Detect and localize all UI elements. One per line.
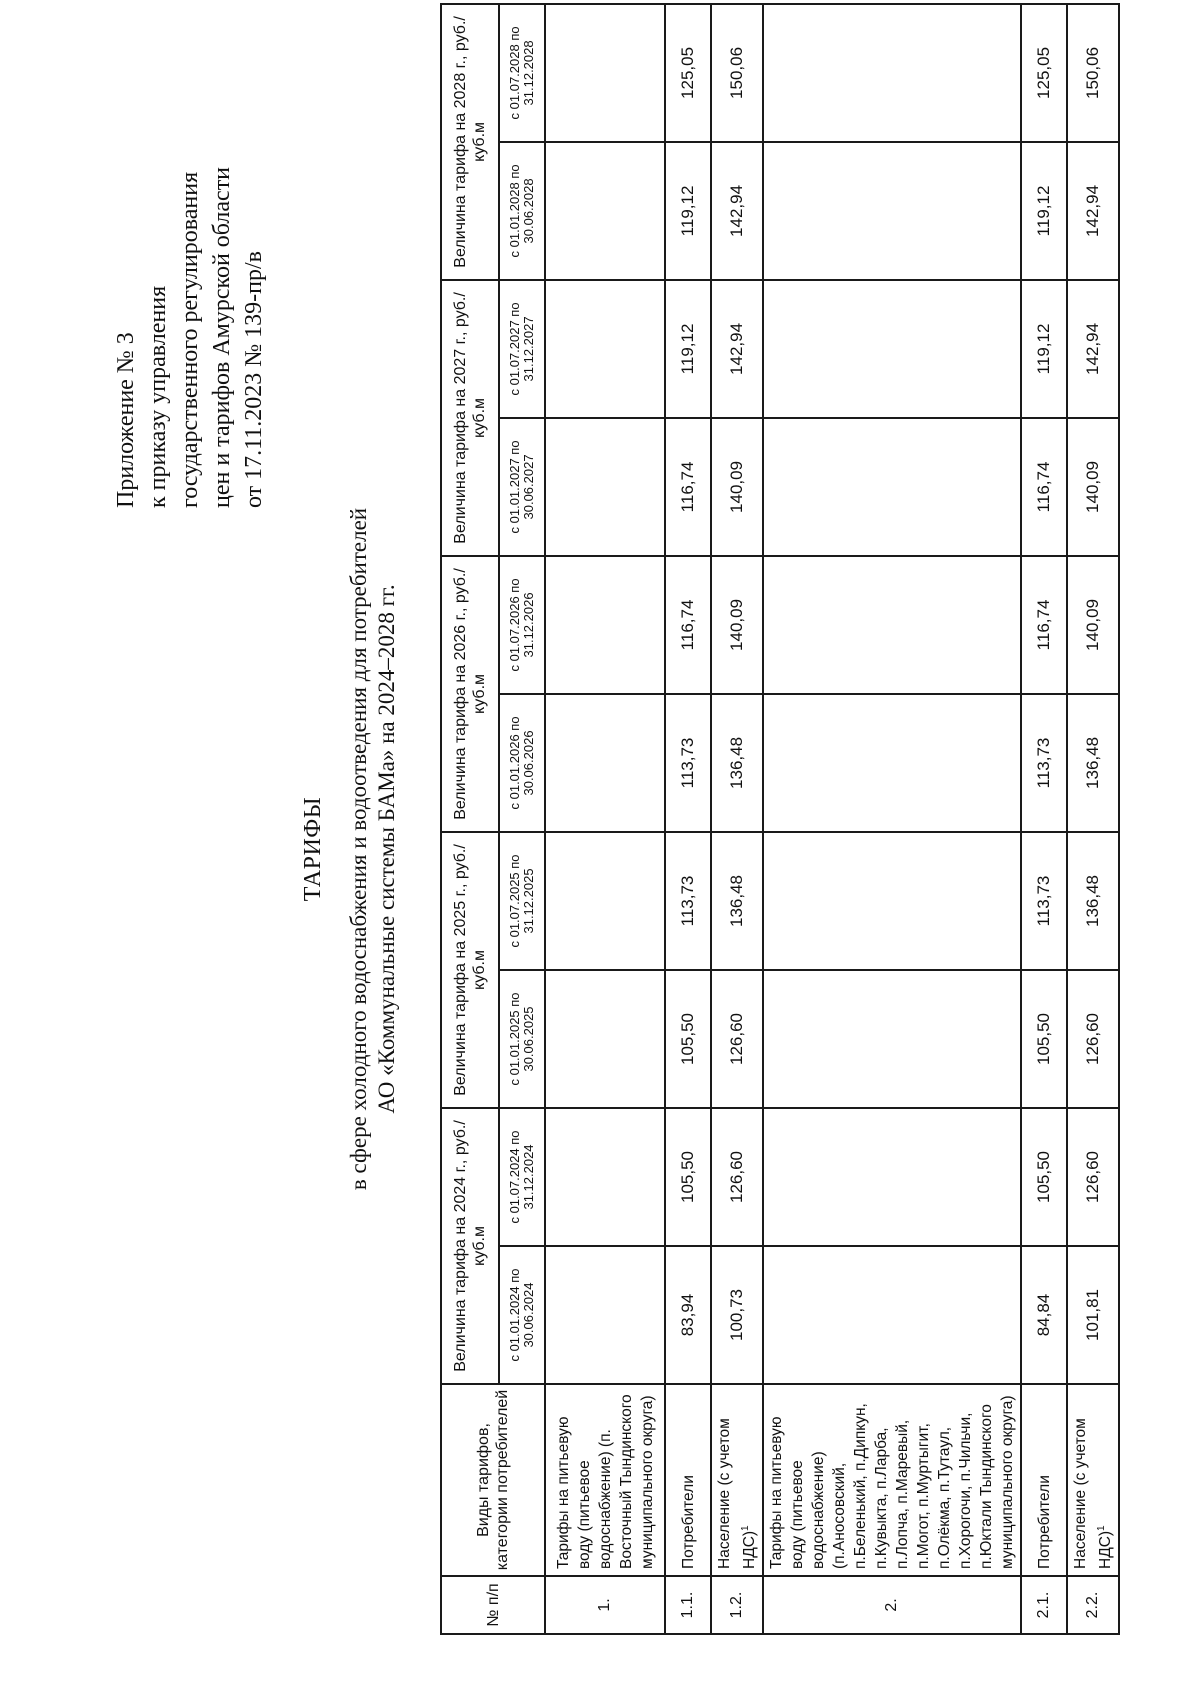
- col-type-header: Виды тарифов, категории потребителей: [441, 1384, 545, 1576]
- row-type-text: Тарифы на питьевую воду (питьевое водоснабжение) (п.Аносовский, п.Беленький, п.Дипкун, п.Кувыкта, п.Ларба, п.Лопча, п.Маревый, п.Могот, п.Муртыгит, п.Олёкма, п.Тутаул, п.Хорогочи, п.Чильчи, п.Юктали Тындинского муниципального округа): [768, 1395, 1017, 1569]
- tariff-value: 83,94: [665, 1246, 711, 1384]
- tariff-value: 84,84: [1021, 1246, 1067, 1384]
- row-type: [711, 1384, 763, 1576]
- tariff-value: 140,09: [711, 556, 763, 694]
- period-header: с 01.07.2027 по 31.12.2027: [499, 280, 545, 418]
- tariff-value: 140,09: [1067, 418, 1119, 556]
- footnote-marker: 1: [740, 1525, 751, 1531]
- tariff-value: 113,73: [1021, 832, 1067, 970]
- tariff-value: 126,60: [1067, 970, 1119, 1108]
- tariff-value: [545, 832, 665, 970]
- appendix-line: Приложение № 3: [113, 332, 139, 508]
- tariff-value: [763, 1108, 1021, 1246]
- row-type: [1021, 1384, 1067, 1576]
- appendix-block: [110, 38, 270, 508]
- document-subtitle: АО «Коммунальные системы БАМа» на 2024–2028 гг.: [374, 584, 399, 1114]
- row-number: 1.: [545, 1576, 665, 1634]
- tariff-value: 119,12: [1021, 280, 1067, 418]
- tariff-value: [763, 832, 1021, 970]
- row-number: 2.1.: [1021, 1576, 1067, 1634]
- tariff-value: [763, 970, 1021, 1108]
- tariff-value: [545, 4, 665, 142]
- tariff-value: [763, 1246, 1021, 1384]
- tariff-value: [545, 556, 665, 694]
- tariff-value: 142,94: [711, 142, 763, 280]
- tariff-value: 116,74: [665, 556, 711, 694]
- period-header: с 01.07.2026 по 31.12.2026: [499, 556, 545, 694]
- period-header: с 01.01.2028 по 30.06.2028: [499, 142, 545, 280]
- row-type: [763, 1384, 1021, 1576]
- tariff-value: 116,74: [1021, 556, 1067, 694]
- tariff-value: 140,09: [711, 418, 763, 556]
- tariff-value: [545, 694, 665, 832]
- tariff-value: 105,50: [665, 970, 711, 1108]
- table-header-row: [441, 4, 499, 1634]
- document-title: ТАРИФЫ: [300, 796, 326, 902]
- tariff-value: 142,94: [711, 280, 763, 418]
- row-number: 2.: [763, 1576, 1021, 1634]
- tariff-value: 116,74: [1021, 418, 1067, 556]
- table-row: [1067, 4, 1119, 1634]
- row-type-text: Потребители: [679, 1475, 697, 1569]
- footnote-marker: 1: [1096, 1525, 1108, 1531]
- period-header: с 01.01.2024 по 30.06.2024: [499, 1246, 545, 1384]
- tariff-value: 113,73: [1021, 694, 1067, 832]
- tariff-value: 136,48: [1067, 832, 1119, 970]
- tariff-value: [763, 142, 1021, 280]
- year-header: Величина тарифа на 2026 г., руб./куб.м: [441, 556, 499, 832]
- row-type-text: Население (с учетом НДС): [716, 1418, 759, 1569]
- tariff-value: [763, 4, 1021, 142]
- tariff-value: 140,09: [1067, 556, 1119, 694]
- tariff-value: 142,94: [1067, 142, 1119, 280]
- tariff-value: 126,60: [1067, 1108, 1119, 1246]
- row-number: 1.1.: [665, 1576, 711, 1634]
- table-body: [545, 4, 1119, 1634]
- tariff-value: 136,48: [711, 694, 763, 832]
- tariff-value: 126,60: [711, 970, 763, 1108]
- tariff-value: [763, 694, 1021, 832]
- tariff-value: 119,12: [1021, 142, 1067, 280]
- title-block: [300, 0, 401, 1698]
- table-row: [711, 4, 763, 1634]
- row-type-text: Потребители: [1035, 1475, 1053, 1569]
- period-header: с 01.07.2024 по 31.12.2024: [499, 1108, 545, 1246]
- tariff-value: 142,94: [1067, 280, 1119, 418]
- tariff-value: 126,60: [711, 1108, 763, 1246]
- tariff-value: [545, 418, 665, 556]
- appendix-line: цен и тарифов Амурской области: [209, 166, 235, 508]
- row-type: [1067, 1384, 1119, 1576]
- table-row: [545, 4, 665, 1634]
- document-subtitle: в сфере холодного водоснабжения и водоотведения для потребителей: [346, 507, 371, 1191]
- tariff-value: 100,73: [711, 1246, 763, 1384]
- tariff-value: [545, 280, 665, 418]
- tariff-value: [545, 142, 665, 280]
- table-row: [763, 4, 1021, 1634]
- row-type-text: Население (с учетом НДС): [1072, 1418, 1115, 1569]
- period-header: с 01.07.2028 по 31.12.2028: [499, 4, 545, 142]
- period-header: с 01.01.2027 по 30.06.2027: [499, 418, 545, 556]
- tariff-table: [440, 3, 1120, 1635]
- tariff-value: [763, 556, 1021, 694]
- year-header: Величина тарифа на 2028 г., руб./куб.м: [441, 4, 499, 280]
- appendix-line: государственного регулирования: [177, 171, 203, 508]
- tariff-value: 119,12: [665, 142, 711, 280]
- tariff-value: 101,81: [1067, 1246, 1119, 1384]
- period-header: с 01.01.2025 по 30.06.2025: [499, 970, 545, 1108]
- tariff-value: [763, 418, 1021, 556]
- period-header: с 01.07.2025 по 31.12.2025: [499, 832, 545, 970]
- tariff-value: 116,74: [665, 418, 711, 556]
- tariff-value: [763, 280, 1021, 418]
- tariff-value: 136,48: [711, 832, 763, 970]
- appendix-line: к приказу управления: [145, 285, 171, 508]
- tariff-value: [545, 970, 665, 1108]
- period-header: с 01.01.2026 по 30.06.2026: [499, 694, 545, 832]
- row-number: 1.2.: [711, 1576, 763, 1634]
- tariff-value: 150,06: [711, 4, 763, 142]
- tariff-value: 105,50: [1021, 1108, 1067, 1246]
- tariff-value: 113,73: [665, 694, 711, 832]
- tariff-value: 119,12: [665, 280, 711, 418]
- row-type-text: Тарифы на питьевую воду (питьевое водоснабжение) (п. Восточный Тындинского муниципального округа): [554, 1394, 656, 1569]
- row-type: [665, 1384, 711, 1576]
- row-number: 2.2.: [1067, 1576, 1119, 1634]
- year-header: Величина тарифа на 2024 г., руб./куб.м: [441, 1108, 499, 1384]
- year-header: Величина тарифа на 2025 г., руб./куб.м: [441, 832, 499, 1108]
- tariff-value: 125,05: [665, 4, 711, 142]
- tariff-value: 105,50: [665, 1108, 711, 1246]
- tariff-value: 125,05: [1021, 4, 1067, 142]
- row-type: [545, 1384, 665, 1576]
- appendix-line: от 17.11.2023 № 139-пр/в: [241, 250, 267, 508]
- table-row: [665, 4, 711, 1634]
- tariff-value: [545, 1108, 665, 1246]
- tariff-value: 150,06: [1067, 4, 1119, 142]
- tariff-value: 105,50: [1021, 970, 1067, 1108]
- tariff-value: 136,48: [1067, 694, 1119, 832]
- col-num-header: № п/п: [441, 1576, 545, 1634]
- year-header: Величина тарифа на 2027 г., руб./куб.м: [441, 280, 499, 556]
- tariff-value: [545, 1246, 665, 1384]
- table-row: [1021, 4, 1067, 1634]
- tariff-value: 113,73: [665, 832, 711, 970]
